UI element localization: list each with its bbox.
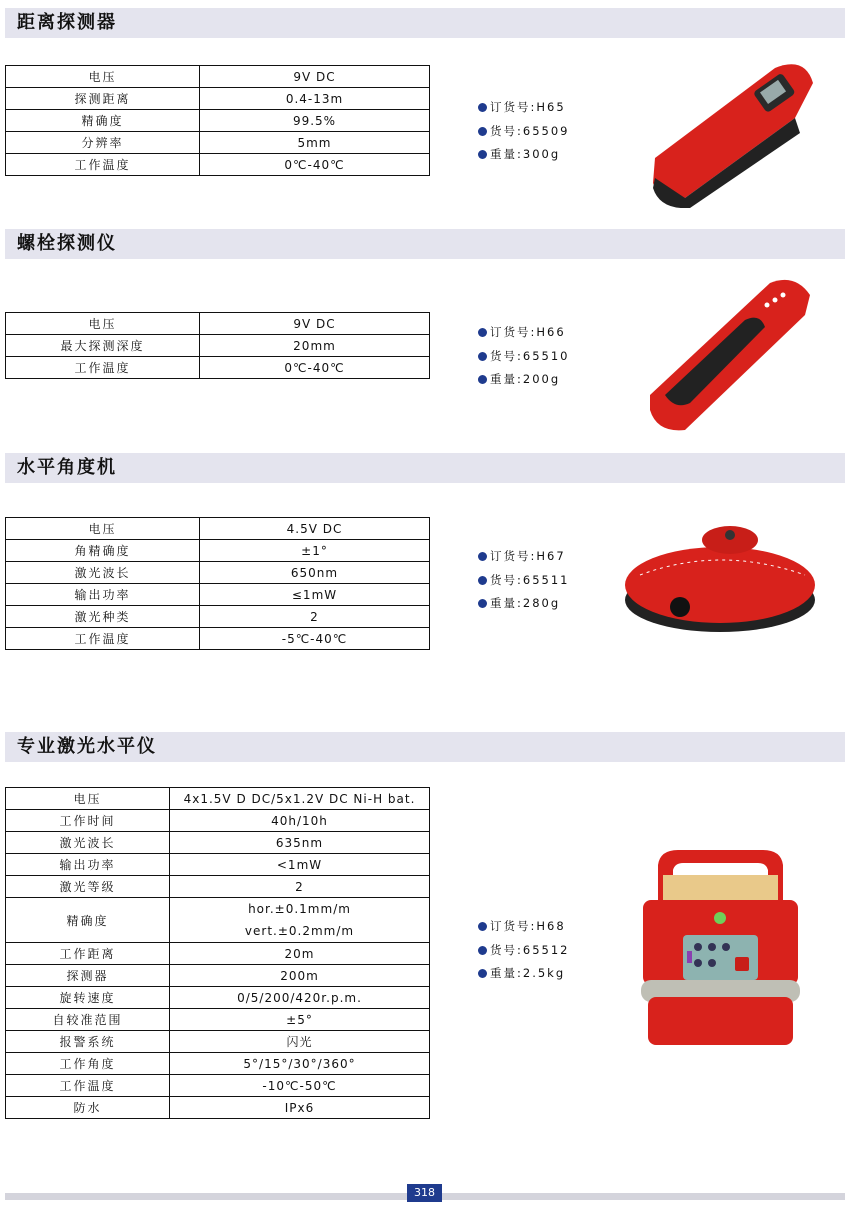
bullet-icon (478, 375, 487, 384)
order-number: 订货号:H67 (478, 546, 569, 570)
order-number: 订货号:H65 (478, 97, 569, 121)
bullet-icon (478, 103, 487, 112)
section-title-stud-detector: 螺栓探测仪 (5, 229, 845, 259)
table-row: 工作温度 0℃-40℃ (6, 154, 430, 176)
table-row: 工作温度 0℃-40℃ (6, 357, 430, 379)
product-info-h68 (478, 916, 569, 987)
table-row: 工作距离 20m (6, 943, 430, 965)
weight: 重量:280g (478, 593, 569, 617)
table-row: 激光种类 2 (6, 606, 430, 628)
table-row: 工作时间 40h/10h (6, 810, 430, 832)
bullet-icon (478, 127, 487, 136)
product-info-h66 (478, 322, 569, 393)
section-title-distance-detector: 距离探测器 (5, 8, 845, 38)
table-row: 精确度 99.5% (6, 110, 430, 132)
bullet-icon (478, 328, 487, 337)
spec-table-stud-detector (5, 312, 430, 379)
order-number: 订货号:H68 (478, 916, 569, 940)
table-row: 最大探测深度 20mm (6, 335, 430, 357)
table-row: 电压 9V DC (6, 313, 430, 335)
table-row: 自较准范围 ±5° (6, 1009, 430, 1031)
stud-detector-image (645, 275, 820, 435)
item-number: 货号:65512 (478, 940, 569, 964)
bullet-icon (478, 150, 487, 159)
order-number: 订货号:H66 (478, 322, 569, 346)
table-row: 电压 4.5V DC (6, 518, 430, 540)
weight: 重量:2.5kg (478, 963, 569, 987)
item-number: 货号:65511 (478, 570, 569, 594)
bullet-icon (478, 922, 487, 931)
bullet-icon (478, 352, 487, 361)
weight: 重量:200g (478, 369, 569, 393)
table-row: 防水 IPx6 (6, 1097, 430, 1119)
table-row: 精确度 hor.±0.1mm/m vert.±0.2mm/m (6, 898, 430, 943)
bullet-icon (478, 599, 487, 608)
table-row: 电压 9V DC (6, 66, 430, 88)
table-row: 工作角度 5°/15°/30°/360° (6, 1053, 430, 1075)
spec-table-pro-laser-level (5, 787, 430, 1119)
table-row: 激光等级 2 (6, 876, 430, 898)
spec-table-distance-detector (5, 65, 430, 176)
bullet-icon (478, 576, 487, 585)
distance-detector-image (645, 58, 820, 208)
level-angle-machine-image (620, 515, 820, 640)
section-title-level-angle-machine: 水平角度机 (5, 453, 845, 483)
item-number: 货号:65510 (478, 346, 569, 370)
weight: 重量:300g (478, 144, 569, 168)
table-row: 探测器 200m (6, 965, 430, 987)
table-row: 角精确度 ±1° (6, 540, 430, 562)
bullet-icon (478, 946, 487, 955)
table-row: 输出功率 <1mW (6, 854, 430, 876)
bullet-icon (478, 552, 487, 561)
table-row: 激光波长 635nm (6, 832, 430, 854)
table-row: 工作温度 -10℃-50℃ (6, 1075, 430, 1097)
table-row: 工作温度 -5℃-40℃ (6, 628, 430, 650)
table-row: 探测距离 0.4-13m (6, 88, 430, 110)
product-info-h65 (478, 97, 569, 168)
product-info-h67 (478, 546, 569, 617)
page-number: 318 (407, 1184, 442, 1202)
table-row: 报警系统 闪光 (6, 1031, 430, 1053)
section-title-pro-laser-level: 专业激光水平仪 (5, 732, 845, 762)
table-row: 输出功率 ≤1mW (6, 584, 430, 606)
table-row: 激光波长 650nm (6, 562, 430, 584)
spec-table-level-angle-machine (5, 517, 430, 650)
bullet-icon (478, 969, 487, 978)
item-number: 货号:65509 (478, 121, 569, 145)
table-row: 分辨率 5mm (6, 132, 430, 154)
pro-laser-level-image (638, 845, 803, 1050)
table-row: 电压 4x1.5V D DC/5x1.2V DC Ni-H bat. (6, 788, 430, 810)
table-row: 旋转速度 0/5/200/420r.p.m. (6, 987, 430, 1009)
